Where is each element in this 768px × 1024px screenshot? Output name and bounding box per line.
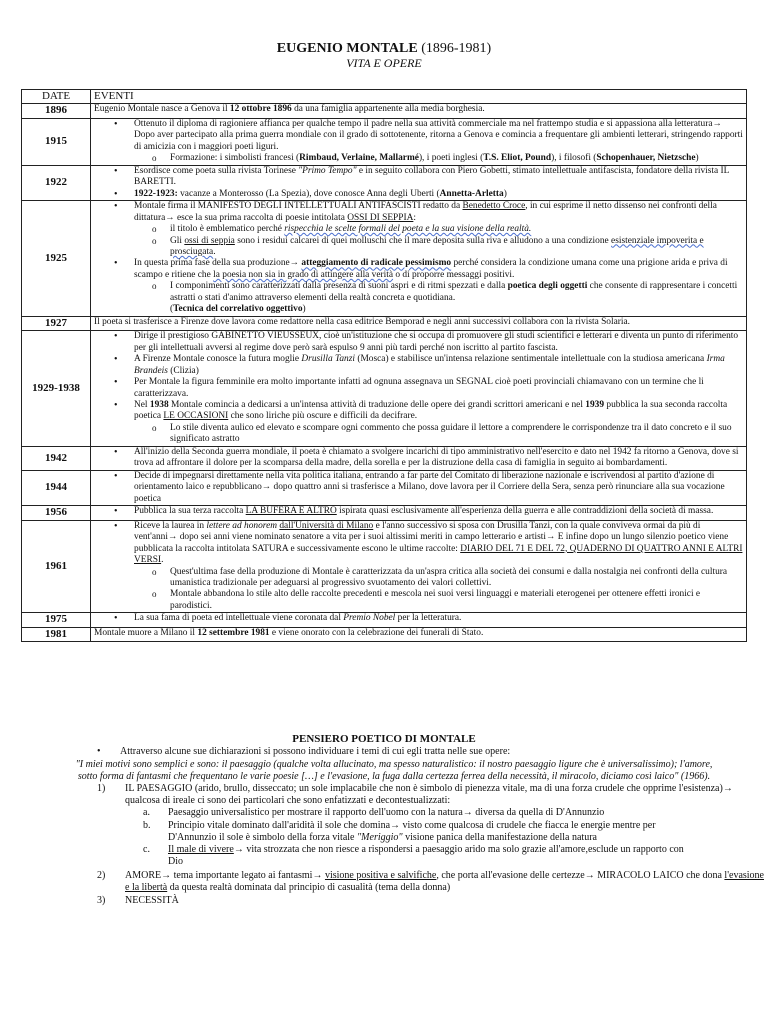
- row-events: • Riceve la laurea in lettere ad honorem dall'Università di Milano e l'anno successivo si sposa con Drusilla Tanzi, con la quale conviveva ormai da più di vent'anni→ dopo sei anni viene nominato senatore a vita per i suoi altissimi meriti in campo letterario e artisti→ E infine dopo un lungo silenzio poetico viene pubblicata la raccolta intitolata SATURA e successivamente escono le ultime raccolte: DIARIO DEL 71 E DEL 72, QUADERNO DI QUATTRO ANNI E ALTRI VERSI. o Quest'ultima fase della produzione di Montale è caratterizzata da un'aspra critica alla società dei consumi e dalla nostalgia nei confronti della cultura umanistica tradizionale per adeguarsi al progressivo svuotamento dei valori collettivi. o Montale abbandona lo stile alto delle raccolte precedenti e mescola nei suoi versi linguaggi e materiali eterogenei per ottenere effetti ironici e parodistici.: [91, 520, 747, 613]
- table-row: [22, 520, 747, 613]
- row-events: • Pubblica la sua terza raccolta LA BUFERA E ALTRO ispirata quasi esclusivamente all'esperienza della guerra e alle contraddizioni della società di massa.: [91, 506, 747, 520]
- row-events: Eugenio Montale nasce a Genova il 12 ottobre 1896 da una famiglia appartenente alla media borghesia.: [91, 104, 747, 118]
- section-heading: PENSIERO POETICO DI MONTALE: [292, 733, 476, 745]
- row-date: 1975: [22, 613, 91, 627]
- table-row: [22, 201, 747, 317]
- list-subitem: a. Paesaggio universalistico per mostrare il rapporto dell'uomo con la natura→ diversa da quella di D'Annunzio: [143, 807, 605, 819]
- page-title: EUGENIO MONTALE (1896-1981): [276, 41, 492, 56]
- table-header-row: [22, 90, 747, 104]
- table-row: [22, 506, 747, 520]
- row-date: 1942: [22, 446, 91, 470]
- table-row: [22, 118, 747, 165]
- table-row: [22, 470, 747, 505]
- row-events: • Montale firma il MANIFESTO DEGLI INTELLETTUALI ANTIFASCISTI redatto da Benedetto Croce, in cui esprime il netto dissenso nei confronti della dittatura→ esce la sua prima raccolta di poesie intitolata OSSI DI SEPPIA: o il titolo è emblematico perché rispecchia le scelte formali del poeta e la sua visione della realtà. o Gli ossi di seppia sono i residui calcarei di quei molluschi che il mare deposita sulla riva e alludono a una condizione esistenziale impoverita e prosciugata. • In questa prima fase della sua produzione→ atteggiamento di radicale pessimismo perché considera la condizione umana come una prigione arida e priva di scampo e ritiene che la poesia non sia in grado di attingere alla verità o di proporre messaggi positivi. o I componimenti sono caratterizzati dalla presenza di suoni aspri e di ritmi spezzati e dalla poetica degli oggetti che consente di rappresentare i concetti astratti o stati d'animo attraverso elementi della realtà concreta e quotidiana. (Tecnica del correlativo oggettivo): [91, 201, 747, 317]
- row-date: 1896: [22, 104, 91, 118]
- list-item: 1) IL PAESAGGIO (arido, brullo, disseccato; un sole implacabile che non è simbolo di pienezza vitale, ma di una forza crudele che opprime l'esistenza)→ qualcosa di ireale ci sono dei particolari che sono enfatizzati e decontestualizzati:: [97, 782, 733, 807]
- list-subitem: c. Il male di vivere→ vita strozzata che non riesce a rispondersi a paesaggio arido ma solo grazie all'amore,esclude un rapporto con Dio: [143, 843, 684, 868]
- table-row: [22, 316, 747, 330]
- row-date: 1925: [22, 201, 91, 317]
- intro-bullet: • Attraverso alcune sue dichiarazioni si possono individuare i temi di cui egli tratta nelle sue opere:: [97, 746, 511, 758]
- row-events: • Decide di impegnarsi direttamente nella vita politica italiana, entrando a far parte del Comitato di liberazione nazionale e iscrivendosi al partito d'azione di orientamento laico e repubblicano→ dopo quattro anni si trasferisce a Milano, dove lavora per il Corriere della Sera, senza però rinunciare alla sua vocazione poetica: [91, 470, 747, 505]
- row-date: 1981: [22, 627, 91, 641]
- page-subtitle: VITA E OPERE: [346, 56, 422, 70]
- column-header-date: DATE: [22, 90, 91, 104]
- row-events: Montale muore a Milano il 12 settembre 1981 e viene onorato con la celebrazione dei funerali di Stato.: [91, 627, 747, 641]
- row-date: 1929-1938: [22, 331, 91, 447]
- table-row: [22, 104, 747, 118]
- column-header-events: EVENTI: [91, 90, 747, 104]
- row-date: 1944: [22, 470, 91, 505]
- list-item: 2) AMORE→ tema importante legato ai fantasmi→ visione positiva e salvifiche, che porta all'evasione delle certezze→ MIRACOLO LAICO che dona l'evasione e la libertà da questa realtà dominata dal principio di casualità (tema della donna): [97, 870, 764, 894]
- row-date: 1956: [22, 506, 91, 520]
- montale-quote: "I miei motivi sono semplici e sono: il paesaggio (qualche volta allucinato, ma spesso naturalistico: il nostro paesaggio ligure che è universalissimo); l'amore, sotto forma di fantasmi che frequentano le varie poesie […] e l'evasione, la fuga dalla certezza ferrea della necessità, il miracolo, diciamo così laico" (1966).: [75, 758, 713, 782]
- list-subitem: b. Principio vitale dominato dall'aridità il sole che domina→ visto come qualcosa di crudele che fiacca le energie mentre per D'Annunzio il sole è simbolo della forza vitale "Meriggio" visione panica della manifestazione della natura: [143, 819, 656, 843]
- row-date: 1915: [22, 118, 91, 165]
- row-events: • La sua fama di poeta ed intellettuale viene coronata dal Premio Nobel per la letteratura.: [91, 613, 747, 627]
- table-row: [22, 446, 747, 470]
- row-date: 1961: [22, 520, 91, 613]
- row-events: • All'inizio della Seconda guerra mondiale, il poeta è chiamato a svolgere incarichi di tipo amministrativo nell'esercito e dato nel 1942 fa ritorno a Genova, dove si trova ad affrontare il dolore per la scomparsa della madre, della sorella e per la distruzione della casa di famiglia in seguito ai bombardamenti.: [91, 446, 747, 470]
- table-row: [22, 613, 747, 627]
- table-row: [22, 331, 747, 447]
- table-row: [22, 627, 747, 641]
- row-events: • Dirige il prestigioso GABINETTO VIEUSSEUX, cioè un'istituzione che si occupa di promuovere gli studi scientifici e letterari e diventa un punto di riferimento per gli intellettuali avversi al regime dove però sarà espulso 9 anni più tardi perché non iscritto al partito fascista. • A Firenze Montale conosce la futura moglie Drusilla Tanzi (Mosca) e stabilisce un'intensa relazione sentimentale intellettuale con la studiosa americana Irma Brandeis (Clizia) • Per Montale la figura femminile era molto importante infatti ad ognuna assegnava un SEGNAL cioè poeti provinciali chiamavano con un termine che li caratterizzava. • Nel 1938 Montale comincia a dedicarsi a un'intensa attività di traduzione delle opere dei grandi scrittori americani e nel 1939 pubblica la sua seconda raccolta poetica LE OCCASIONI che sono liriche più oscure e difficili da decifrare. o Lo stile diventa aulico ed elevato e scompare ogni commento che possa guidare il lettore a comprendere le corrispondenze tra il dato concreto e il suo significato astratto: [91, 331, 747, 447]
- row-events: • Esordisce come poeta sulla rivista Torinese "Primo Tempo" e in seguito collabora con Piero Gobetti, stimato intellettuale antifascista, fondatore della rivista IL BARETTI. • 1922-1923: vacanze a Monterosso (La Spezia), dove conosce Anna degli Uberti (Annetta-Arletta): [91, 165, 747, 200]
- row-date: 1927: [22, 316, 91, 330]
- timeline-table: [21, 89, 747, 642]
- table-row: [22, 165, 747, 200]
- row-events: Il poeta si trasferisce a Firenze dove lavora come redattore nella casa editrice Bemporad e negli anni successivi collabora con la rivista Solaria.: [91, 316, 747, 330]
- row-date: 1922: [22, 165, 91, 200]
- list-item: 3) NECESSITÀ: [97, 894, 179, 906]
- pensiero-section: [0, 733, 768, 907]
- row-events: • Ottenuto il diploma di ragioniere affianca per qualche tempo il padre nella sua attività commerciale ma nel frattempo studia e si appassiona alla letteratura→ Dopo aver partecipato alla prima guerra mondiale con il grado di sottotenente, ritorna a Genova e comincia a frequentare gli ambienti letterari, stringendo rapporti di amicizia con i maggiori poeti liguri. o Formazione: i simbolisti francesi (Rimbaud, Verlaine, Mallarmé), i poeti inglesi (T.S. Eliot, Pound), i filosofi (Schopenhauer, Nietzsche): [91, 118, 747, 165]
